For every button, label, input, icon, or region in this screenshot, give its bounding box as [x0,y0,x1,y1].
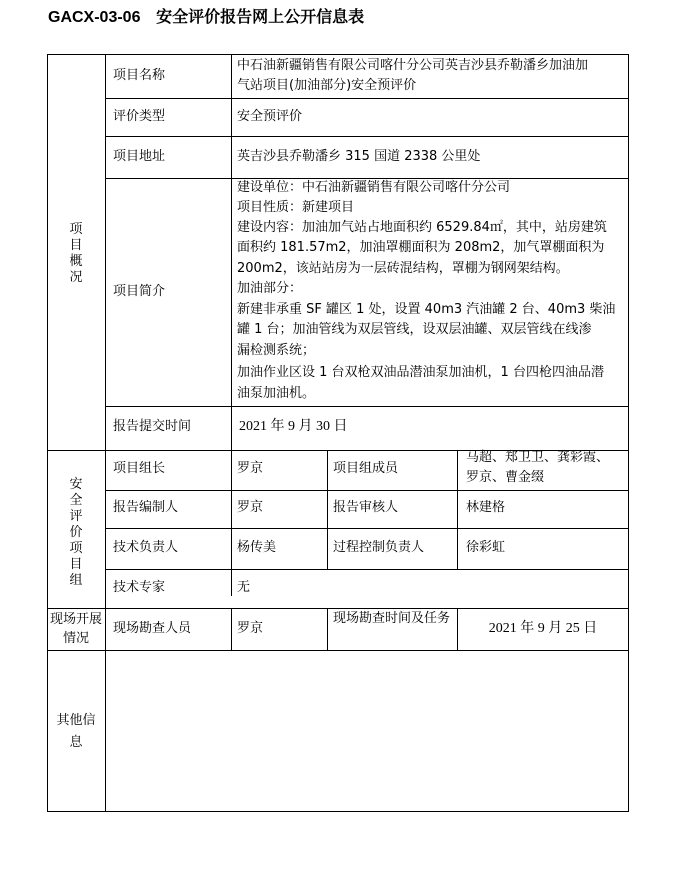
section-team: 安全评价项目组 [69,477,83,588]
intro-line-4: 面积约 181.57m2，加油罩棚面积为 208m2，加气罩棚面积为 [237,240,605,255]
writer-value: 罗京 [237,500,264,515]
submit-label: 报告提交时间 [113,419,192,434]
form-code: GACX-03-06 [48,9,141,26]
intro-line-8: 罐 1 台；加油管线为双层管线，设双层油罐、双层管线在线渗 [237,322,592,337]
writer-label: 报告编制人 [113,500,179,515]
leader-value: 罗京 [237,461,264,476]
leader-label: 项目组长 [113,461,166,476]
project-name-line-1: 中石油新疆销售有限公司喀什分公司英吉沙县乔勒潘乡加油加 [237,58,589,73]
members-label: 项目组成员 [333,461,399,476]
address-label: 项目地址 [113,149,166,164]
tech-lead-value: 杨传美 [237,540,277,555]
surveyor-value: 罗京 [237,621,264,636]
info-table [47,54,629,812]
form-title: 安全评价报告网上公开信息表 [156,7,365,26]
expert-label: 技术专家 [113,580,166,595]
reviewer-value: 林建格 [466,500,506,515]
address-value: 英吉沙县乔勒潘乡 315 国道 2338 公里处 [237,149,481,164]
intro-line-7: 新建非承重 SF 罐区 1 处，设置 40m3 汽油罐 2 台、40m3 柴油 [237,302,616,317]
page-title [48,4,364,27]
intro-line-1: 建设单位：中石油新疆销售有限公司喀什分公司 [237,180,511,195]
project-name-label: 项目名称 [113,68,166,83]
reviewer-label: 报告审核人 [333,500,399,515]
eval-type-label: 评价类型 [113,109,166,124]
survey-time-label: 现场勘查时间及任务 [333,611,451,626]
expert-value: 无 [237,580,251,595]
intro-line-9: 漏检测系统； [237,343,316,358]
intro-line-5: 200m2，该站站房为一层砖混结构，罩棚为钢网架结构。 [237,261,569,276]
members-line-1: 马超、郑卫卫、龚彩霞、 [466,450,610,465]
members-line-2: 罗京、曹金缀 [466,470,545,485]
section-site: 现场开展情况 [49,612,102,646]
intro-line-3: 建设内容：加油加气站占地面积约 6529.84㎡，其中，站房建筑 [237,220,607,235]
intro-line-10: 加油作业区设 1 台双枪双油品潜油泵加油机，1 台四枪四油品潜 [237,365,604,380]
process-lead-value: 徐彩虹 [466,540,506,555]
project-name-line-2: 气站项目(加油部分)安全预评价 [237,78,417,93]
intro-line-2: 项目性质：新建项目 [237,200,355,215]
other-info-content [106,651,628,811]
eval-type-value: 安全预评价 [237,109,303,124]
section-overview: 项目概况 [69,222,83,285]
tech-lead-label: 技术负责人 [113,540,179,555]
intro-line-6: 加油部分： [237,281,303,296]
intro-line-11: 油泵加油机。 [237,386,316,401]
survey-date: 2021 年 9 月 25 日 [488,621,598,636]
surveyor-label: 现场勘查人员 [113,621,192,636]
submit-date: 2021 年 9 月 30 日 [239,419,348,434]
intro-label: 项目简介 [113,284,166,299]
section-other: 其他信息 [56,713,96,750]
process-lead-label: 过程控制负责人 [333,540,425,555]
